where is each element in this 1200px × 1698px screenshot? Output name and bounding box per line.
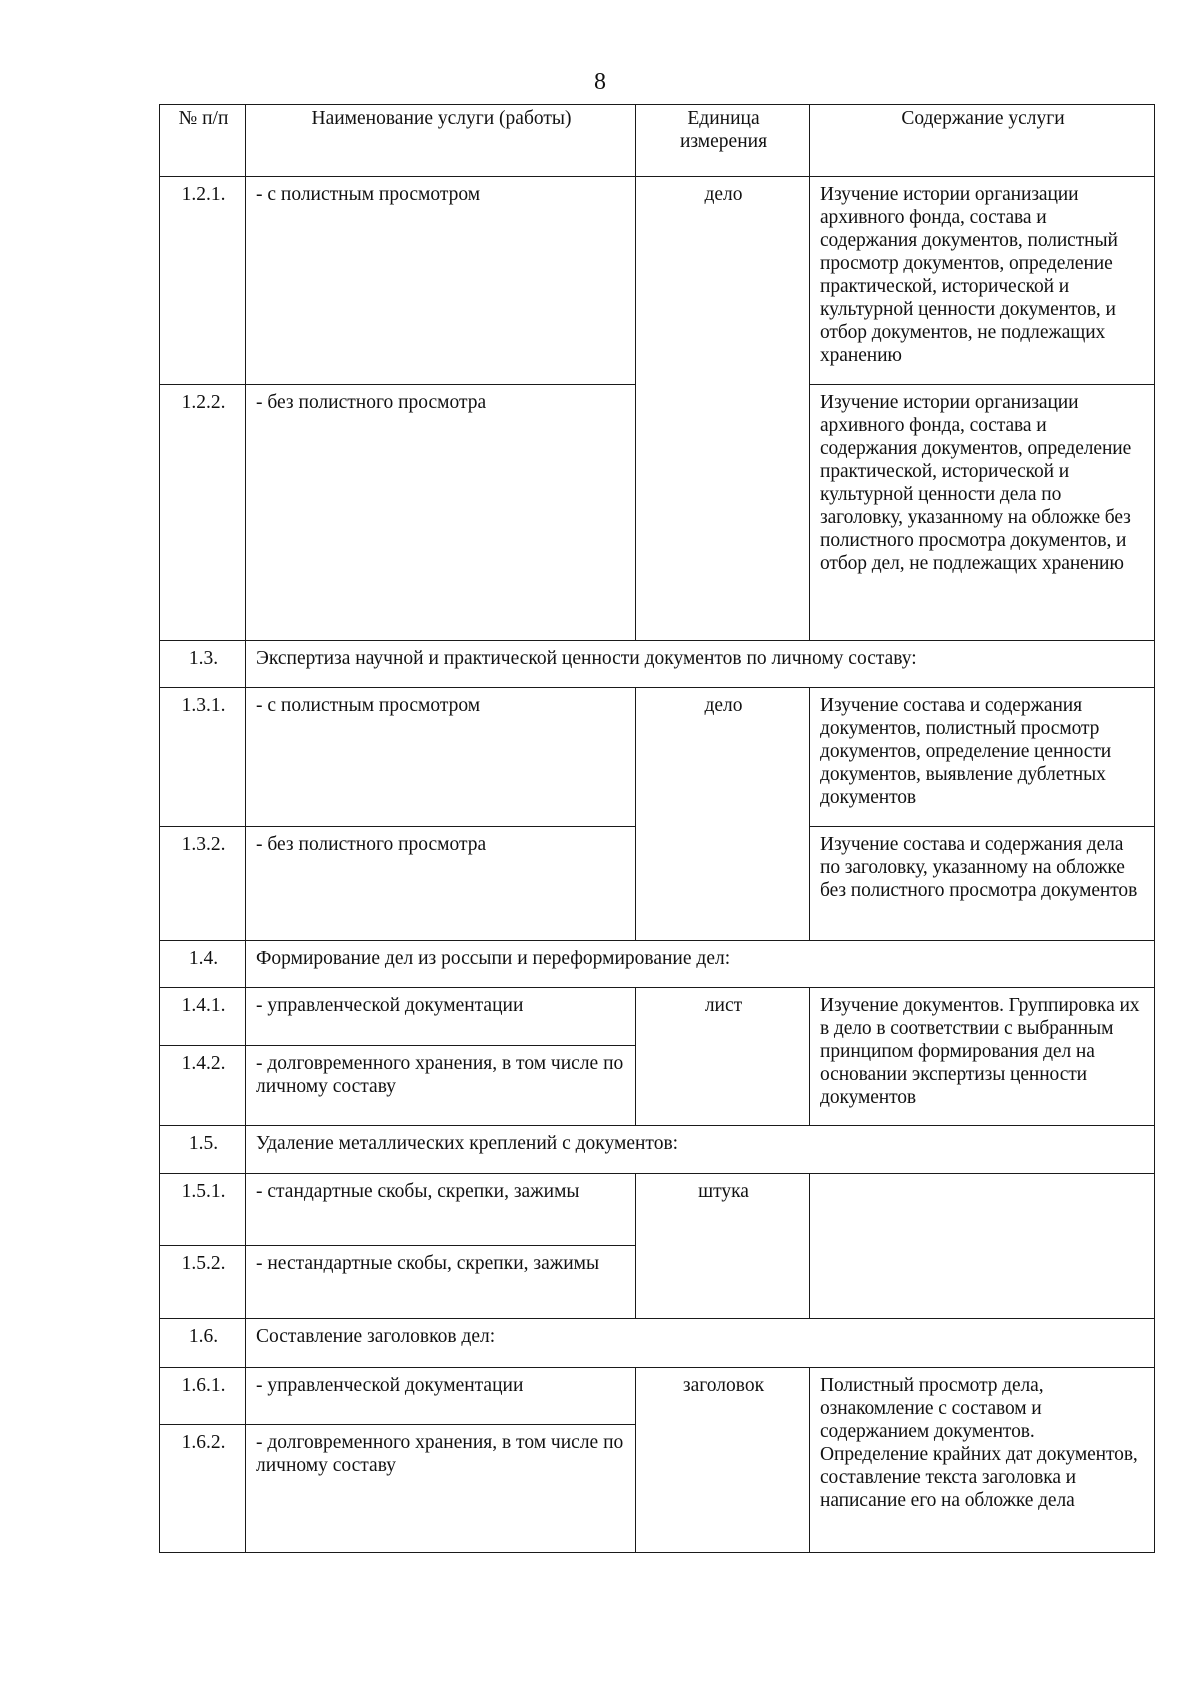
row-name: - без полистного просмотра	[246, 827, 636, 941]
row-content: Изучение документов. Группировка их в дело в соответствии с выбранным принципом формирования дел на основании экспертизы ценности документов	[810, 988, 1155, 1126]
table-row	[160, 988, 1155, 1046]
section-num: 1.5.	[160, 1126, 246, 1174]
header-unit: Единица измерения	[636, 105, 810, 177]
row-content: Изучение истории организации архивного фонда, состава и содержания документов, полистный просмотр документов, определение практической, исторической и культурной ценности документов, и отбор документов, не подлежащих хранению	[810, 177, 1155, 385]
section-num: 1.3.	[160, 641, 246, 688]
row-name: - без полистного просмотра	[246, 385, 636, 641]
section-row	[160, 941, 1155, 988]
section-row	[160, 1126, 1155, 1174]
row-name: - с полистным просмотром	[246, 688, 636, 827]
row-name: - управленческой документации	[246, 988, 636, 1046]
table-header-row	[160, 105, 1155, 177]
page-number: 8	[594, 69, 606, 95]
row-num: 1.5.1.	[160, 1174, 246, 1246]
row-name: - управленческой документации	[246, 1368, 636, 1425]
section-num: 1.6.	[160, 1319, 246, 1368]
header-name: Наименование услуги (работы)	[246, 105, 636, 177]
row-num: 1.4.1.	[160, 988, 246, 1046]
row-unit: дело	[636, 177, 810, 641]
section-title: Формирование дел из россыпи и переформирование дел:	[246, 941, 1155, 988]
section-num: 1.4.	[160, 941, 246, 988]
section-title: Удаление металлических креплений с документов:	[246, 1126, 1155, 1174]
row-name: - с полистным просмотром	[246, 177, 636, 385]
row-unit: заголовок	[636, 1368, 810, 1553]
row-num: 1.3.1.	[160, 688, 246, 827]
header-num: № п/п	[160, 105, 246, 177]
row-content: Полистный просмотр дела, ознакомление с составом и содержанием документов. Определение крайних дат документов, составление текста заголовка и написание его на обложке дела	[810, 1368, 1155, 1553]
row-name: - нестандартные скобы, скрепки, зажимы	[246, 1246, 636, 1319]
row-content	[810, 1174, 1155, 1319]
row-num: 1.3.2.	[160, 827, 246, 941]
table-row	[160, 688, 1155, 827]
row-num: 1.2.1.	[160, 177, 246, 385]
row-num: 1.6.2.	[160, 1425, 246, 1553]
row-unit: лист	[636, 988, 810, 1126]
row-num: 1.2.2.	[160, 385, 246, 641]
section-title: Экспертиза научной и практической ценности документов по личному составу:	[246, 641, 1155, 688]
table-row	[160, 177, 1155, 385]
section-title: Составление заголовков дел:	[246, 1319, 1155, 1368]
services-table	[159, 104, 1155, 1553]
row-content: Изучение истории организации архивного фонда, состава и содержания документов, определение практической, исторической и культурной ценности дела по заголовку, указанному на обложке без полистного просмотра документов, и отбор дел, не подлежащих хранению	[810, 385, 1155, 641]
header-content: Содержание услуги	[810, 105, 1155, 177]
row-num: 1.5.2.	[160, 1246, 246, 1319]
row-name: - долговременного хранения, в том числе по личному составу	[246, 1046, 636, 1126]
row-unit: дело	[636, 688, 810, 941]
row-content: Изучение состава и содержания дела по заголовку, указанному на обложке без полистного просмотра документов	[810, 827, 1155, 941]
row-num: 1.6.1.	[160, 1368, 246, 1425]
row-content: Изучение состава и содержания документов, полистный просмотр документов, определение ценности документов, выявление дублетных документов	[810, 688, 1155, 827]
row-name: - стандартные скобы, скрепки, зажимы	[246, 1174, 636, 1246]
row-name: - долговременного хранения, в том числе по личному составу	[246, 1425, 636, 1553]
table-row	[160, 1174, 1155, 1246]
row-num: 1.4.2.	[160, 1046, 246, 1126]
section-row	[160, 1319, 1155, 1368]
section-row	[160, 641, 1155, 688]
table-row	[160, 1368, 1155, 1425]
row-unit: штука	[636, 1174, 810, 1319]
